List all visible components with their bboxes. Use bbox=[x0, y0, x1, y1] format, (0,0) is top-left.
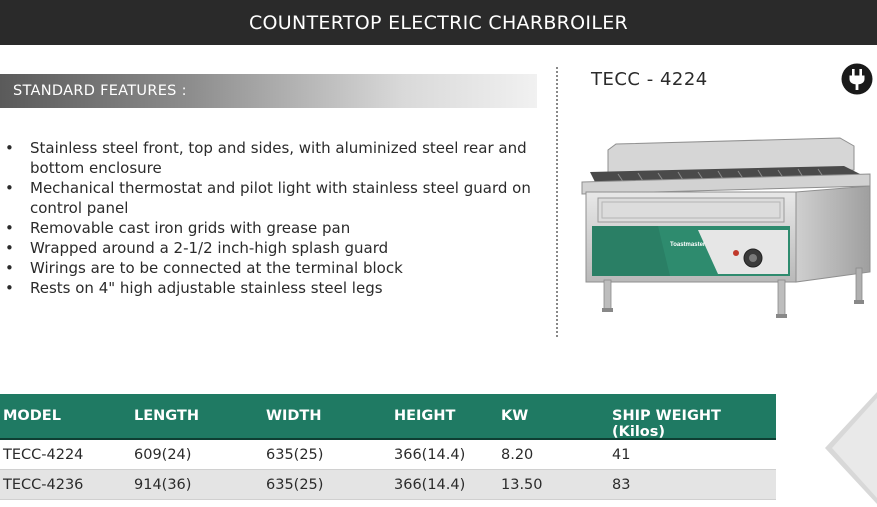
cell-model: TECC-4236 bbox=[3, 477, 84, 493]
feature-text: Wirings are to be connected at the terminal block bbox=[30, 259, 403, 277]
cell-length: 609(24) bbox=[134, 447, 192, 463]
bullet-icon: • bbox=[5, 139, 14, 157]
feature-text: Removable cast iron grids with grease pan bbox=[30, 219, 351, 237]
column-header-kw: KW bbox=[501, 408, 529, 424]
cell-ship-weight: 41 bbox=[612, 447, 631, 463]
feature-item bbox=[0, 278, 540, 298]
table-row bbox=[0, 470, 776, 500]
bullet-icon: • bbox=[5, 179, 14, 197]
column-header-model: MODEL bbox=[3, 408, 61, 424]
page-title-bar bbox=[0, 0, 877, 45]
charbroiler-product-image bbox=[578, 130, 876, 320]
column-header-height: HEIGHT bbox=[394, 408, 456, 424]
cell-kw: 8.20 bbox=[501, 447, 534, 463]
cell-height: 366(14.4) bbox=[394, 477, 466, 493]
bullet-icon: • bbox=[5, 279, 14, 297]
column-header-length: LENGTH bbox=[134, 408, 199, 424]
table-row bbox=[0, 440, 776, 470]
dotted-divider bbox=[556, 67, 558, 337]
column-header-width: WIDTH bbox=[266, 408, 322, 424]
bullet-icon: • bbox=[5, 239, 14, 257]
features-list bbox=[0, 138, 540, 298]
cell-width: 635(25) bbox=[266, 477, 324, 493]
feature-item bbox=[0, 218, 540, 238]
bullet-icon: • bbox=[5, 219, 14, 237]
feature-text: Wrapped around a 2-1/2 inch-high splash guard bbox=[30, 239, 389, 257]
product-model-code: TECC - 4224 bbox=[591, 69, 708, 90]
features-heading: STANDARD FEATURES : bbox=[13, 83, 187, 99]
previous-page-arrow-icon[interactable] bbox=[823, 392, 877, 504]
cell-height: 366(14.4) bbox=[394, 447, 466, 463]
spec-table-header bbox=[0, 394, 776, 440]
product-brand-label: Toastmaster bbox=[670, 242, 706, 248]
cell-length: 914(36) bbox=[134, 477, 192, 493]
feature-text: Mechanical thermostat and pilot light with stainless steel guard on control panel bbox=[30, 179, 531, 217]
feature-text: Rests on 4" high adjustable stainless steel legs bbox=[30, 279, 383, 297]
cell-width: 635(25) bbox=[266, 447, 324, 463]
bullet-icon: • bbox=[5, 259, 14, 277]
column-header-ship-weight: SHIP WEIGHT (Kilos) bbox=[612, 408, 721, 440]
feature-item bbox=[0, 138, 540, 178]
electric-plug-icon bbox=[841, 63, 873, 95]
features-heading-bar bbox=[0, 74, 537, 108]
cell-model: TECC-4224 bbox=[3, 447, 84, 463]
feature-item bbox=[0, 238, 540, 258]
feature-item bbox=[0, 178, 540, 218]
feature-item bbox=[0, 258, 540, 278]
spec-table bbox=[0, 394, 776, 500]
cell-kw: 13.50 bbox=[501, 477, 543, 493]
cell-ship-weight: 83 bbox=[612, 477, 631, 493]
page-title: COUNTERTOP ELECTRIC CHARBROILER bbox=[248, 11, 629, 34]
feature-text: Stainless steel front, top and sides, with aluminized steel rear and bottom enclosure bbox=[30, 139, 527, 177]
